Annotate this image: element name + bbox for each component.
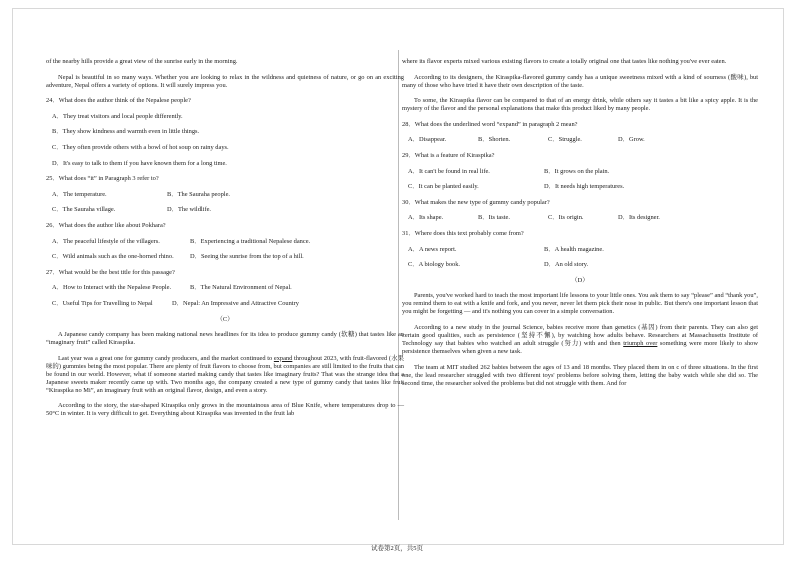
option: B．Shorten. — [478, 136, 511, 144]
option: D．It needs high temperatures. — [544, 183, 625, 191]
option: C．Useful Tips for Travelling to Nepal — [52, 299, 153, 307]
paragraph — [46, 355, 404, 395]
text: Last year was a great one for gummy candy producers, and the market continued to — [58, 354, 274, 362]
paragraph: According to the story, the star-shaped Kiraspika only grows in the mountainous area of Blue Knife, where temperatures drop to —50°C in winter. It is very difficult to get. Everything about Kiraspika was invented in the fruit lab — [46, 402, 404, 418]
paragraph: where its flavor experts mixed various existing flavors to create a totally original one that tastes like nothing you've ever eaten. — [402, 58, 727, 65]
option-row — [52, 284, 404, 292]
option: B．They show kindness and warmth even in little things. — [52, 128, 200, 136]
text: According to a new study in the journal Science, babies receive more than genetics (基因) from their parents. They can also get certain good qualities, such as persistence (坚持不懈), by watching how adults behave. Researchers at Massachusetts Institute of Technology say that babies who watched an adult struggle (努力) with and then — [402, 323, 758, 347]
text: throughout 2023, with fruit-flavored (水果味的) gummies being the most popular. There are plenty of fruit flavors to choose from, but companies are still limited to the fruits that can be found in our world. However, what if someone started making candy that tastes like imaginary fruits? That was the strange idea that a Japanese sweets maker recently came up with. Two months ago, the company created a new type of gummy candy that tastes like fruit “Kiraspika no Mi”, an imaginary fruit with an original flavor, design, and even a story. — [46, 354, 404, 394]
option: C．Its origin. — [548, 214, 584, 222]
option: A．Disappear. — [408, 136, 447, 144]
paragraph: A Japanese candy company has been making national news headlines for its idea to produce gummy candy (软糖) that tastes like an “imaginary fruit” called Kiraspika. — [46, 331, 404, 347]
option: D．The wildlife. — [167, 206, 212, 214]
option: C．It can be planted easily. — [408, 183, 479, 191]
option: C．A biology book. — [408, 261, 461, 269]
underlined-word: expand — [273, 354, 293, 362]
option: B．The Natural Environment of Nepal. — [190, 284, 292, 292]
paragraph: According to its designers, the Kiraspika-flavored gummy candy has a unique sweetness mixed with a kind of sourness (酸味), but many of those who have tried it have their own description of the taste. — [402, 73, 758, 89]
question-31: 31．Where does this text probably come from? — [402, 229, 524, 237]
question-26: 26．What does the author like about Pokhara? — [46, 221, 166, 229]
paragraph: To some, the Kiraspika flavor can be compared to that of an energy drink, while others say it tastes a bit like a spicy apple. It is the mystery of the flavor and the personal explanations that make this product liked by many people. — [402, 97, 758, 113]
option: B．Its taste. — [478, 214, 510, 222]
option: C．They often provide others with a bowl of hot soup on rainy days. — [52, 143, 229, 151]
option: D．It's easy to talk to them if you have known them for a long time. — [52, 159, 227, 167]
option: C．Struggle. — [548, 136, 582, 144]
option: C．Wild animals such as the one-horned rhino. — [52, 253, 174, 261]
page-footer: 试卷第2页，共5页 — [371, 545, 423, 552]
option-row — [408, 136, 758, 144]
option: A．How to Interact with the Nepalese People. — [52, 284, 172, 292]
right-column — [402, 58, 758, 395]
option: C．The Sauraha village. — [52, 206, 116, 214]
paragraph: Nepal is beautiful in so many ways. Whether you are looking to relax in the wildness and quietness of nature, or go on an exciting adventure, Nepal offers a variety of options. It will surely impress you. — [46, 73, 404, 89]
underlined-phrase: triumph over — [623, 339, 658, 347]
option-row — [408, 168, 758, 176]
option: A．They treat visitors and local people differently. — [52, 112, 183, 120]
option-row — [52, 206, 404, 214]
option: B．Experiencing a traditional Nepalese dance. — [190, 237, 311, 245]
option: A．The peaceful lifestyle of the villagers. — [52, 237, 160, 245]
question-30: 30．What makes the new type of gummy candy popular? — [402, 198, 550, 206]
question-27: 27．What would be the best title for this passage? — [46, 268, 175, 276]
question-25: 25．What does “it” in Paragraph 3 refer to? — [46, 175, 159, 183]
option: B．A health magazine. — [544, 245, 604, 253]
paragraph: of the nearby hills provide a great view of the sunrise early in the morning. — [46, 58, 238, 65]
option: D．Its designer. — [618, 214, 660, 222]
text: something were more likely to show persistence themselves when given a new task. — [402, 339, 758, 355]
paragraph: The team at MIT studied 262 babies between the ages of 13 and 18 months. They placed them in on c of three situations. In the first one, the lead researcher struggled with two different toys' problems before solving them, letting the baby watch while she did so. The second time, the researcher solved the problems but did not struggle with them. And for — [402, 363, 758, 387]
option: B．It grows on the plain. — [544, 167, 610, 175]
option-row — [52, 253, 404, 261]
option: D．An old story. — [544, 261, 589, 269]
option-row — [52, 191, 404, 199]
option: B．The Sauraha people. — [167, 190, 230, 198]
paragraph: Parents, you've worked hard to teach the most important life lessons to your little ones. You ask them to say “please” and “thank you”, you remind them to eat with a knife and fork, and you never, never let them pick their nose in public. But there's one important lesson that you might be forgetting — and it's nothing you can cover in a simple conversation. — [402, 292, 758, 316]
option: A．It can't be found in real life. — [408, 167, 490, 175]
section-heading-d: （D） — [571, 276, 589, 284]
option-row — [408, 261, 758, 269]
option-row — [408, 214, 758, 222]
option-row — [408, 246, 758, 254]
option: D．Seeing the sunrise from the top of a hill. — [190, 253, 304, 261]
option: D．Nepal: An Impressive and Attractive Country — [172, 299, 299, 307]
option: A．The temperature. — [52, 190, 107, 198]
question-24: 24．What does the author think of the Nepalese people? — [46, 97, 191, 105]
question-28: 28．What does the underlined word “expand” in paragraph 2 mean? — [402, 120, 578, 128]
option-row — [52, 238, 404, 246]
paragraph — [402, 324, 758, 356]
option-row — [408, 183, 758, 191]
option-row — [52, 300, 404, 308]
option: A．Its shape. — [408, 214, 444, 222]
left-column — [46, 58, 404, 426]
option: A．A news report. — [408, 245, 457, 253]
question-29: 29．What is a feature of Kiraspika? — [402, 151, 495, 159]
option: D．Grow. — [618, 136, 645, 144]
section-heading-c: （C） — [216, 315, 234, 323]
